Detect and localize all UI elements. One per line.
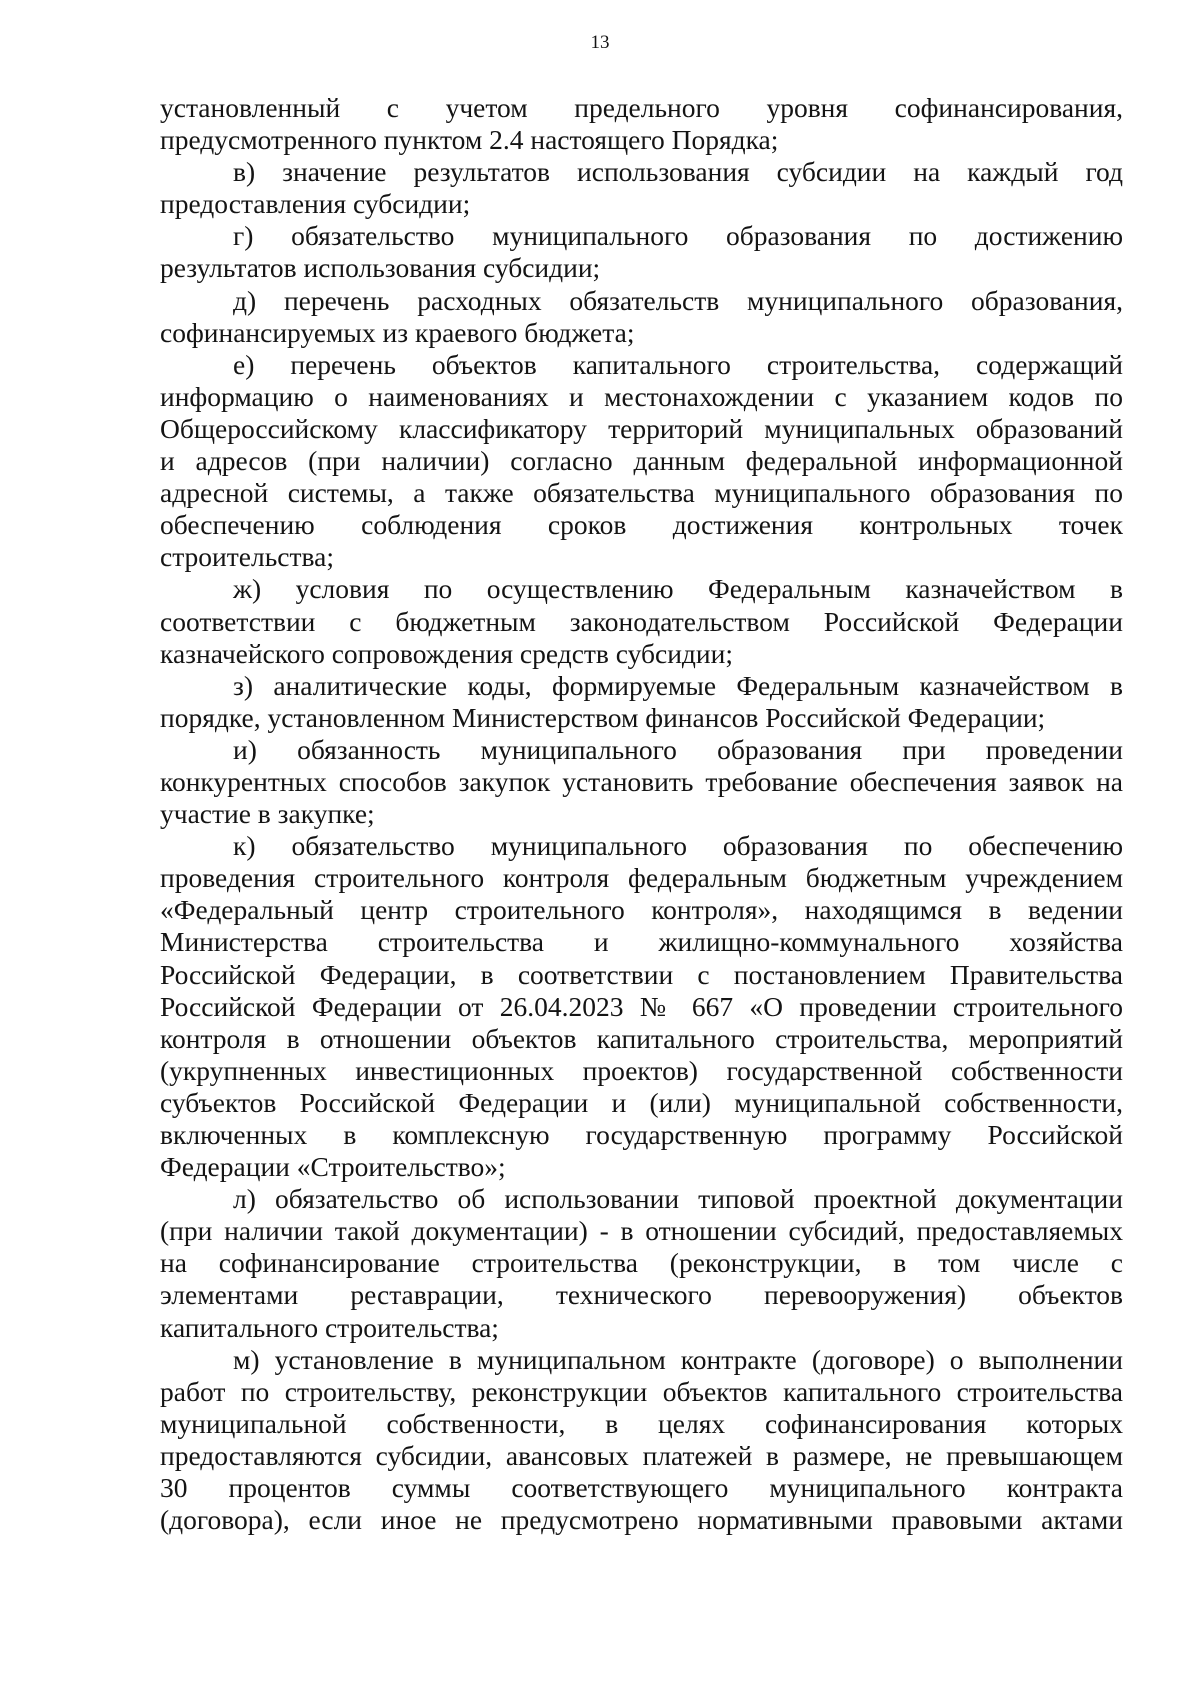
text-line: предусмотренного пунктом 2.4 настоящего Порядка; bbox=[160, 124, 779, 156]
text-line: информацию о наименованиях и местонахождении с указанием кодов по bbox=[160, 380, 1123, 412]
text-line: Федерации «Строительство»; bbox=[160, 1151, 506, 1183]
text-line: (договора), если иное не предусмотрено нормативными правовыми актами bbox=[160, 1504, 1123, 1536]
text-line: адресной системы, а также обязательства муниципального образования по bbox=[160, 477, 1123, 509]
text-line: на софинансирование строительства (реконструкции, в том числе с bbox=[160, 1247, 1123, 1279]
text-line: Министерства строительства и жилищно-коммунального хозяйства bbox=[160, 926, 1123, 958]
text-line: ж) условия по осуществлению Федеральным казначейством в bbox=[233, 573, 1123, 605]
text-line: строительства; bbox=[160, 541, 334, 573]
text-line: предоставляются субсидии, авансовых платежей в размере, не превышающем bbox=[160, 1439, 1123, 1471]
text-line: участие в закупке; bbox=[160, 798, 375, 830]
text-line: обеспечению соблюдения сроков достижения контрольных точек bbox=[160, 509, 1123, 541]
text-line: з) аналитические коды, формируемые Федеральным казначейством в bbox=[233, 669, 1123, 701]
page-number: 13 bbox=[590, 32, 610, 53]
text-line: проведения строительного контроля федеральным бюджетным учреждением bbox=[160, 862, 1123, 894]
text-line: (при наличии такой документации) - в отношении субсидий, предоставляемых bbox=[160, 1215, 1123, 1247]
text-line: Российской Федерации от 26.04.2023 № 667 «О проведении строительного bbox=[160, 990, 1123, 1022]
text-line: г) обязательство муниципального образования по достижению bbox=[233, 220, 1123, 252]
text-line: муниципальной собственности, в целях софинансирования которых bbox=[160, 1407, 1123, 1439]
text-line: элементами реставрации, технического перевооружения) объектов bbox=[160, 1279, 1123, 1311]
text-line: работ по строительству, реконструкции объектов капитального строительства bbox=[160, 1375, 1123, 1407]
text-line: и адресов (при наличии) согласно данным федеральной информационной bbox=[160, 445, 1123, 477]
text-line: в) значение результатов использования субсидии на каждый год bbox=[233, 156, 1123, 188]
text-line: д) перечень расходных обязательств муниципального образования, bbox=[233, 284, 1123, 316]
text-line: (укрупненных инвестиционных проектов) государственной собственности bbox=[160, 1054, 1123, 1086]
text-line: Российской Федерации, в соответствии с постановлением Правительства bbox=[160, 958, 1123, 990]
text-line: соответствии с бюджетным законодательством Российской Федерации bbox=[160, 605, 1123, 637]
document-body bbox=[160, 92, 1123, 1536]
text-line: предоставления субсидии; bbox=[160, 188, 471, 220]
text-line: капитального строительства; bbox=[160, 1311, 499, 1343]
text-line: к) обязательство муниципального образования по обеспечению bbox=[233, 830, 1123, 862]
text-line: е) перечень объектов капитального строительства, содержащий bbox=[233, 348, 1123, 380]
text-line: субъектов Российской Федерации и (или) муниципальной собственности, bbox=[160, 1086, 1123, 1118]
text-line: включенных в комплексную государственную программу Российской bbox=[160, 1119, 1123, 1150]
text-line: результатов использования субсидии; bbox=[160, 252, 601, 284]
text-line: м) установление в муниципальном контракте (договоре) о выполнении bbox=[233, 1343, 1123, 1375]
text-line: казначейского сопровождения средств субсидии; bbox=[160, 637, 734, 669]
text-line: порядке, установленном Министерством финансов Российской Федерации; bbox=[160, 701, 1046, 733]
text-line: конкурентных способов закупок установить требование обеспечения заявок на bbox=[160, 765, 1123, 797]
text-line: «Федеральный центр строительного контроля», находящимся в ведении bbox=[160, 894, 1123, 926]
text-line: установленный с учетом предельного уровня софинансирования, bbox=[160, 92, 1123, 123]
text-line: софинансируемых из краевого бюджета; bbox=[160, 316, 635, 348]
text-line: 30 процентов суммы соответствующего муниципального контракта bbox=[160, 1472, 1123, 1504]
text-line: контроля в отношении объектов капитального строительства, мероприятий bbox=[160, 1022, 1123, 1054]
text-line: Общероссийскому классификатору территорий муниципальных образований bbox=[160, 412, 1123, 444]
text-line: л) обязательство об использовании типовой проектной документации bbox=[233, 1183, 1123, 1215]
text-line: и) обязанность муниципального образования при проведении bbox=[233, 733, 1123, 765]
